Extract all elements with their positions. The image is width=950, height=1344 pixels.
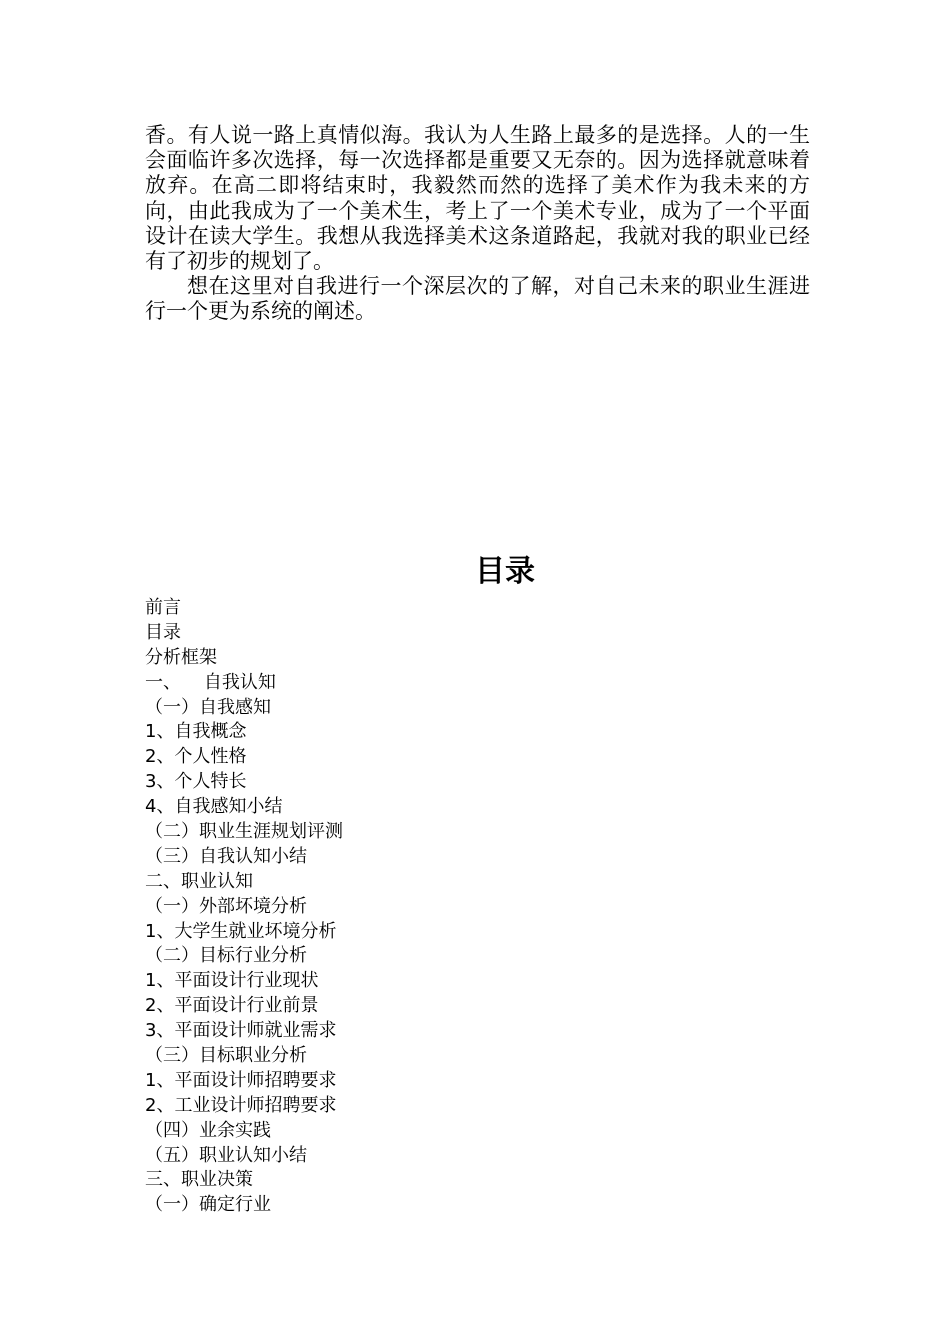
intro-paragraph-2: 想在这里对自我进行一个深层次的了解，对自己未来的职业生涯进行一个更为系统的阐述。	[145, 274, 810, 324]
toc-item: 1、平面设计行业现状	[145, 970, 319, 992]
toc-item: 前言	[145, 597, 181, 618]
toc-item: 1、自我概念	[145, 721, 247, 743]
toc-item: 3、个人特长	[145, 771, 247, 793]
toc-item: 二、职业认知	[145, 870, 253, 892]
toc-item: 2、工业设计师招聘要求	[145, 1094, 337, 1116]
toc-item: 三、职业决策	[145, 1169, 253, 1191]
toc-item: （二）职业生涯规划评测	[145, 821, 343, 843]
toc-item: （一）确定行业	[145, 1194, 271, 1216]
toc-item: 3、平面设计师就业需求	[145, 1020, 337, 1042]
toc-item: 1、平面设计师招聘要求	[145, 1069, 337, 1091]
toc-item: 1、大学生就业坏境分析	[145, 920, 337, 942]
toc-item: 2、平面设计行业前景	[145, 995, 319, 1017]
toc-title: 目录	[475, 554, 535, 589]
toc-item: 一、 自我认知	[145, 671, 276, 693]
toc-item: （三）自我认知小结	[145, 845, 307, 867]
toc-item: （一）外部坏境分析	[145, 895, 307, 917]
toc-item: 2、个人性格	[145, 746, 247, 768]
toc-item: （一）自我感知	[145, 696, 271, 718]
intro-paragraph-1: 香。有人说一路上真情似海。我认为人生路上最多的是选择。人的一生会面临许多次选择，每一次选择都是重要又无奈的。因为选择就意味着放弃。在高二即将结束时，我毅然而然的选择了美术作为我未来的方向，由此我成为了一个美术生，考上了一个美术专业，成为了一个平面设计在读大学生。我想从我选择美术这条道路起，我就对我的职业已经有了初步的规划了。	[145, 123, 810, 274]
table-of-contents	[145, 596, 745, 1218]
toc-item: （三）目标职业分析	[145, 1045, 307, 1067]
toc-item: 目录	[145, 621, 181, 643]
toc-item: （四）业余实践	[145, 1119, 271, 1141]
toc-item: （五）职业认知小结	[145, 1144, 307, 1166]
toc-item: 4、自我感知小结	[145, 796, 283, 818]
intro-text	[145, 123, 810, 325]
toc-item: 分析框架	[145, 646, 217, 668]
toc-item: （二）目标行业分析	[145, 945, 307, 967]
